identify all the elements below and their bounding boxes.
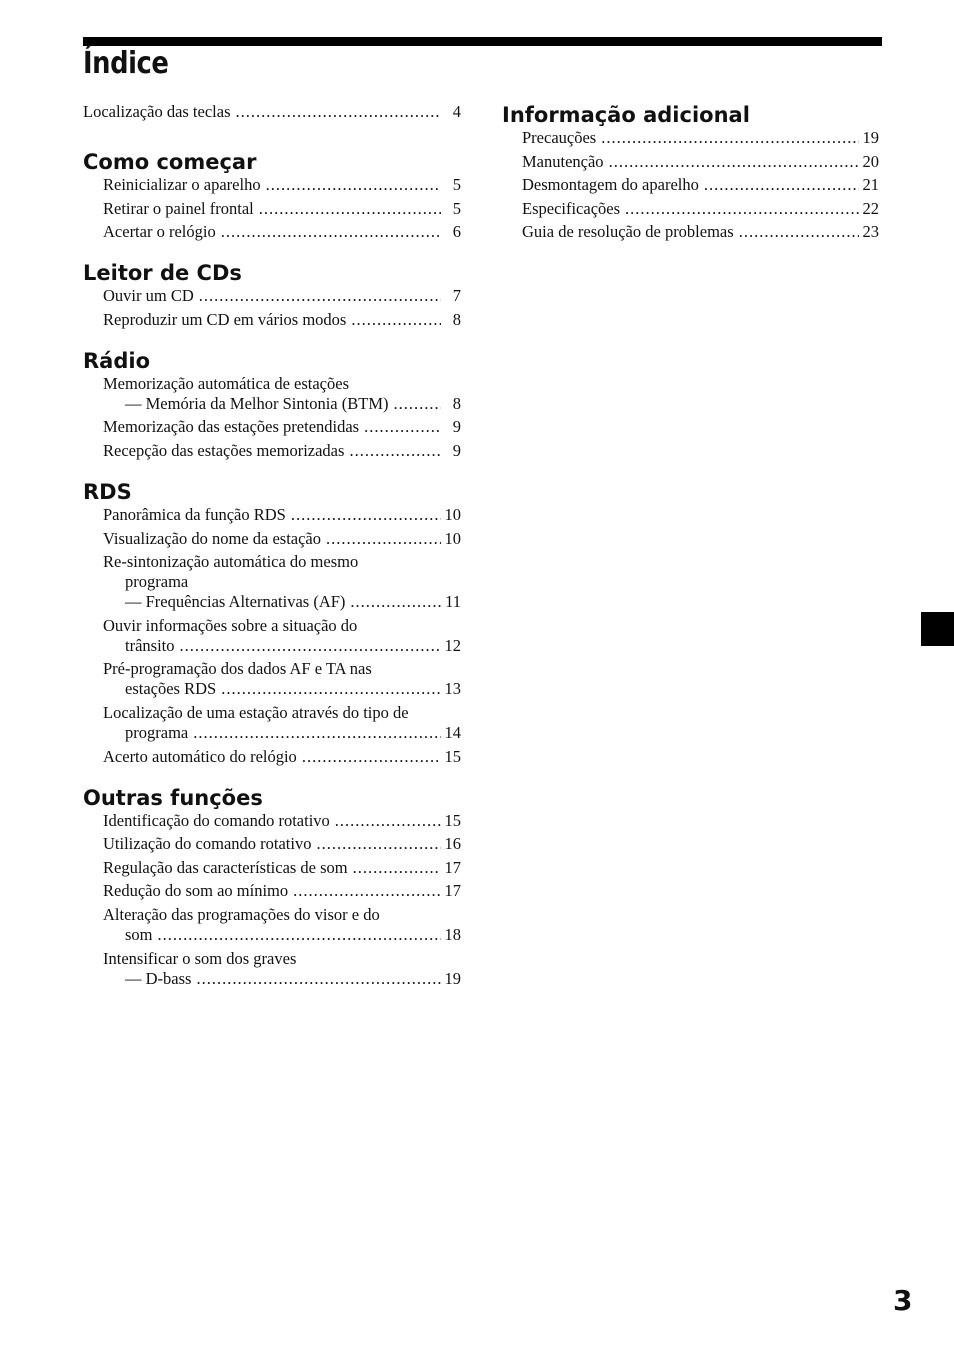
dot-leader [625, 199, 858, 219]
dot-leader [316, 834, 440, 854]
dot-leader [335, 811, 441, 831]
toc-entry-text: Reinicializar o aparelho [103, 175, 261, 194]
section-heading: Informação adicional [502, 103, 750, 127]
toc-page-number: 21 [862, 175, 879, 195]
toc-entry-text: Acerto automático do relógio [103, 746, 297, 766]
toc-page-number: 16 [444, 834, 461, 854]
toc-entry-text: Recepção das estações memorizadas [103, 440, 345, 460]
page-number: 3 [893, 1284, 913, 1317]
dot-leader [236, 102, 442, 122]
toc-entry-text: trânsito [125, 635, 175, 655]
toc-entry-text: Desmontagem do aparelho [522, 175, 699, 195]
toc-entry[interactable] [83, 703, 461, 743]
dot-leader [293, 881, 440, 901]
toc-page-number: 4 [452, 102, 461, 121]
toc-entry[interactable] [502, 152, 879, 172]
toc-entry[interactable] [83, 286, 461, 306]
dot-leader [739, 222, 859, 242]
toc-page-number: 8 [452, 393, 461, 413]
toc-page-number: 10 [444, 504, 461, 524]
toc-left-column [83, 102, 461, 992]
toc-page-number: 15 [444, 746, 461, 766]
toc-entry-text: — Memória da Melhor Sintonia (BTM) [125, 393, 389, 413]
toc-entry-text: programa [125, 572, 189, 592]
toc-entry[interactable] [83, 310, 461, 330]
toc-entry-text: Especificações [522, 198, 621, 218]
toc-entry[interactable] [83, 441, 461, 461]
section-heading: Rádio [83, 348, 150, 373]
dot-leader [180, 636, 441, 656]
dot-leader [609, 152, 859, 172]
toc-page-number: 8 [452, 309, 461, 329]
toc-entry-text: Reproduzir um CD em vários modos [103, 309, 347, 329]
dot-leader [353, 858, 441, 878]
toc-entry-text: — D-bass [125, 968, 192, 988]
dot-leader [266, 175, 441, 195]
toc-entry[interactable] [502, 222, 879, 242]
title-rule [83, 37, 882, 46]
toc-entry-text: Guia de resolução de problemas [522, 222, 734, 242]
toc-entry[interactable] [83, 747, 461, 767]
toc-page-number: 13 [444, 679, 461, 699]
toc-entry-text: Panorâmica da função RDS [103, 504, 286, 524]
toc-entry[interactable] [502, 175, 879, 195]
toc-entry[interactable] [502, 199, 879, 219]
toc-entry[interactable] [83, 199, 461, 219]
dot-leader [601, 128, 858, 148]
toc-entry-text: Visualização do nome da estação [103, 528, 321, 548]
dot-leader [350, 592, 441, 612]
toc-section [83, 348, 461, 461]
toc-section [83, 149, 461, 242]
toc-section [83, 785, 461, 989]
section-heading: RDS [83, 479, 132, 504]
dot-leader [221, 679, 440, 699]
dot-leader [259, 199, 441, 219]
toc-entry-text: Identificação do comando rotativo [103, 810, 330, 830]
dot-leader [221, 222, 441, 242]
dot-leader [193, 723, 440, 743]
toc-page-number: 19 [862, 128, 879, 147]
toc-page-number: 23 [862, 222, 879, 242]
toc-entry-text: Intensificar o som dos graves [103, 948, 297, 968]
page-title: Índice [83, 46, 169, 81]
toc-entry-text: Memorização automática de estações [103, 373, 350, 393]
dot-leader [196, 969, 440, 989]
toc-right-column [502, 102, 879, 246]
toc-entry[interactable] [83, 616, 461, 656]
chapter-tab-marker [921, 612, 954, 646]
dot-leader [158, 925, 441, 945]
toc-entry-text: Acertar o relógio [103, 222, 216, 242]
toc-entry-text: Precauções [522, 128, 597, 147]
toc-section [83, 479, 461, 767]
toc-entry-text: Localização das teclas [83, 102, 231, 121]
toc-entry-text: Memorização das estações pretendidas [103, 417, 360, 437]
toc-page-number: 19 [444, 968, 461, 988]
toc-entry-text: programa [125, 722, 189, 742]
section-heading: Como começar [83, 150, 257, 174]
toc-entry[interactable] [83, 949, 461, 989]
toc-page-number: 22 [862, 198, 879, 218]
toc-entry-text: Retirar o painel frontal [103, 198, 254, 218]
dot-leader [364, 417, 441, 437]
toc-page-number: 18 [444, 924, 461, 944]
dot-leader [302, 747, 441, 767]
section-heading: Leitor de CDs [83, 261, 242, 286]
toc-page-number: 14 [444, 722, 461, 742]
toc-page-number: 9 [452, 440, 461, 460]
toc-entry[interactable] [83, 881, 461, 901]
toc-entry[interactable] [83, 529, 461, 549]
toc-entry-text: Redução do som ao mínimo [103, 881, 289, 901]
toc-entry[interactable] [83, 374, 461, 414]
toc-entry-text: Pré-programação dos dados AF e TA nas [103, 659, 372, 679]
toc-section [83, 260, 461, 330]
toc-page-number: 9 [452, 417, 461, 437]
toc-page-number: 17 [444, 857, 461, 877]
toc-entry[interactable] [83, 505, 461, 525]
toc-page-number: 12 [444, 635, 461, 655]
dot-leader [326, 529, 441, 549]
section-heading: Outras funções [83, 785, 263, 810]
toc-page-number: 20 [862, 151, 879, 171]
toc-entry[interactable] [83, 858, 461, 878]
toc-entry-text: Manutenção [522, 151, 604, 171]
toc-section [502, 102, 879, 242]
dot-leader [199, 286, 441, 306]
toc-entry[interactable] [83, 811, 461, 831]
toc-entry[interactable] [83, 175, 461, 195]
dot-leader [394, 394, 441, 414]
toc-entry-text: Utilização do comando rotativo [103, 834, 312, 854]
toc-entry[interactable] [83, 834, 461, 854]
dot-leader [291, 505, 441, 525]
toc-page-number: 11 [445, 592, 461, 612]
dot-leader [704, 175, 859, 195]
toc-entry-text: Localização de uma estação através do tipo de [103, 702, 409, 722]
dot-leader [351, 310, 441, 330]
toc-page-number: 5 [452, 198, 461, 218]
toc-entry-text: estações RDS [125, 679, 217, 699]
toc-entry-text: Ouvir informações sobre a situação do [103, 615, 358, 635]
toc-page-number: 15 [444, 810, 461, 830]
toc-entry-text: som [125, 924, 153, 944]
toc-entry-text: Re-sintonização automática do mesmo [103, 552, 359, 572]
toc-page-number: 17 [444, 881, 461, 901]
toc-entry[interactable] [83, 905, 461, 945]
toc-entry[interactable] [83, 417, 461, 437]
toc-entry-text: Regulação das características de som [103, 857, 348, 877]
toc-entry[interactable] [502, 128, 879, 148]
toc-page-number: 7 [452, 286, 461, 306]
toc-entry[interactable] [83, 552, 461, 612]
toc-page-number: 10 [444, 528, 461, 548]
toc-entry-top[interactable] [83, 102, 461, 122]
toc-entry-text: Ouvir um CD [103, 286, 194, 306]
toc-page-number: 6 [452, 222, 461, 242]
toc-entry-text: Alteração das programações do visor e do [103, 904, 380, 924]
toc-page-number: 5 [452, 175, 461, 194]
dot-leader [349, 441, 441, 461]
toc-entry[interactable] [83, 222, 461, 242]
toc-entry[interactable] [83, 659, 461, 699]
toc-entry-text: — Frequências Alternativas (AF) [125, 592, 346, 612]
